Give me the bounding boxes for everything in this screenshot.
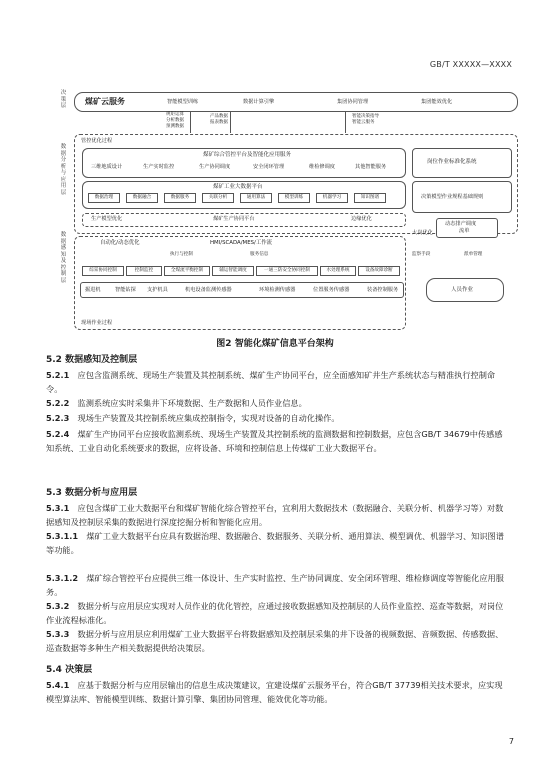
up-label: 报表数据 (210, 120, 228, 125)
big-opt-label: 大岗优化 (412, 230, 433, 236)
paragraph: 5.3.2 数据分析与应用层应实现对人员作业的优化管控，应通过接收数据感知及控制层的人员作业监控、巡查等数据，对岗位作业流程标准化。 (46, 601, 504, 625)
bigdata-item: 知识图谱 (354, 193, 386, 203)
paragraph: 5.3.1.1 煤矿工业大数据平台应具有数据治理、数据融合、数据服务、关联分析、通用算法、模型调优、机器学习、知识图谱等功能。 (46, 531, 504, 555)
app-item: 维检修调度 (309, 164, 335, 170)
system-box: 设备故障诊断 (358, 266, 400, 276)
up-label: 分析数据 (166, 118, 184, 123)
monitor-label: 监察手段 (412, 252, 431, 257)
device-row (80, 282, 404, 298)
platform-title: 煤矿综合管控平台及智能化应用服务 (203, 152, 292, 158)
bigdata-item: 通用算法 (240, 193, 272, 203)
bigdata-item: 关联分析 (202, 193, 234, 203)
device-item: 位置服务传感器 (313, 287, 350, 293)
service-info-label: 服务信息 (250, 252, 269, 257)
paragraph: 5.2.2 监测系统应实时采集井下环境数据、生产数据和人员作业信息。 (46, 398, 307, 408)
up-label: 规矩运算 (166, 112, 184, 117)
system-box: 全煤流平衡控制 (164, 266, 210, 276)
system-box: 水处理系统 (320, 266, 356, 276)
architecture-figure (60, 82, 520, 330)
hmi-label: HMI/SCADA/MES/工作流 (210, 240, 273, 246)
section-heading: 5.2 数据感知及控制层 (46, 355, 138, 365)
device-item: 装备控制服务 (367, 287, 399, 293)
dispatch-label-2: 流单 (459, 228, 470, 234)
app-item: 生产协同调度 (199, 164, 231, 170)
layer-label-decision: 决策层 (60, 90, 67, 109)
cloud-item: 数据计算引擎 (243, 99, 275, 105)
bigdata-item: 数据治理 (88, 193, 120, 203)
paragraph: 5.3.1 应包含煤矿工业大数据平台和煤矿智能化综合管控平台，宜利用大数据技术（数据融合、关联分析、机器学习等）对数据感知及控制层采集的数据进行深度挖掘分析和智能化应用。 (46, 503, 504, 527)
device-item: 支护机具 (147, 287, 168, 293)
paragraph: 5.2.4 煤矿生产协同平台应接收监测系统、现场生产装置及其控制系统的监测数据和控制数据，应包含GB/T 34679中传感感知系统、工业自动化系统要求的数据，应将设备、环境和控制信息上传煤矿工业大数据平台。 (46, 429, 503, 453)
exec-label: 执行与控制 (170, 252, 193, 257)
section-heading: 5.4 决策层 (46, 665, 93, 675)
system-box: 辅运智能调度 (212, 266, 254, 276)
app-item: 三维地质设计 (91, 164, 123, 170)
collab-left: 生产模型优化 (91, 216, 123, 222)
bigdata-item: 模型训练 (278, 193, 310, 203)
arrow-down (345, 111, 346, 133)
standard-header: GB/T XXXXX—XXXX (429, 60, 512, 69)
app-item: 安全闭环管理 (253, 164, 285, 170)
down-label: 智能决策指导 (352, 114, 379, 119)
paragraph: 5.3.3 数据分析与应用层应利用煤矿工业大数据平台将数据感知及控制层采集的井下设备的视频数据、音频数据、传感数据、巡查数据等多种生产相关数据提供给决策层。 (46, 629, 504, 653)
system-box: 一通三防安全协同控制 (256, 266, 318, 276)
system-box: 综采协同控制 (82, 266, 124, 276)
up-label: 产品数据 (210, 114, 228, 119)
paragraph: 5.3.1.2 煤矿综合管控平台应提供三维一体设计、生产实时监控、生产协同调度、安全闭环管理、维检修调度等智能化应用服务。 (46, 573, 504, 597)
layer-label-perception: 数据感知及控制层 (60, 232, 67, 284)
field-title: 现场作业过程 (81, 320, 113, 326)
device-item: 智能钻探 (115, 287, 136, 293)
bigdata-item: 数据融合 (126, 193, 158, 203)
device-item: 掘进机 (85, 287, 101, 293)
bigdata-title: 煤矿工业大数据平台 (213, 184, 263, 190)
dispatch-label: 动态排产调度 (445, 221, 477, 227)
paragraph: 5.2.3 现场生产装置及其控制系统应集成控制指令，实现对设备的自动化操作。 (46, 413, 340, 423)
page-number: 7 (508, 737, 514, 746)
down-label: 智能云服务 (352, 120, 375, 125)
system-box: 控制监控 (126, 266, 162, 276)
person-box (426, 278, 504, 302)
section-heading: 5.3 数据分析与应用层 (46, 488, 138, 498)
dispatch-box (436, 218, 498, 238)
cloud-item: 集团协同管理 (337, 99, 369, 105)
dispatch-mgmt-label: 派单管理 (464, 252, 483, 257)
standard-system-label: 岗位作业标准化系统 (427, 159, 477, 165)
platform-box (82, 148, 406, 178)
cloud-item: 智能模型训练 (167, 99, 199, 105)
person-label: 人员作业 (451, 287, 474, 293)
control-title: 管控优化过程 (81, 138, 113, 144)
device-item: 机电设备监测传感器 (185, 287, 232, 293)
figure-caption: 图2 智能化煤矿信息平台架构 (216, 339, 334, 349)
cloud-item: 集团能效优化 (421, 99, 453, 105)
standard-system-box (412, 148, 512, 178)
bigdata-item: 数据服务 (164, 193, 196, 203)
up-label: 预测数据 (166, 124, 184, 129)
decision-model-box (412, 181, 512, 213)
cloud-service-box (74, 92, 518, 112)
decision-model-label: 决策模型作业规程基础规则 (421, 194, 484, 200)
arrow-up (190, 111, 191, 133)
paragraph: 5.4.1 应基于数据分析与应用层输出的信息生成决策建议，宜建设煤矿云服务平台，符合GB/T 37739相关技术要求，应实现模型算法库、智能模型训练、数据计算引擎、集团协同管理、能效优化等功能。 (46, 680, 503, 704)
collab-right: 边缘优化 (351, 216, 372, 222)
bigdata-item: 机器学习 (316, 193, 348, 203)
app-item: 其他智能服务 (355, 164, 387, 170)
arrow-up (230, 111, 231, 133)
cloud-title: 煤矿云服务 (85, 97, 125, 106)
collab-title: 煤矿生产协同平台 (213, 216, 255, 222)
app-item: 生产实时监控 (143, 164, 175, 170)
automation-label: 自动化/动态优化 (100, 240, 140, 246)
device-item: 环境检测传感器 (259, 287, 296, 293)
layer-label-analysis: 数据分析与应用层 (60, 144, 67, 196)
collab-platform (82, 213, 406, 227)
paragraph: 5.2.1 应包含监测系统、现场生产装置及其控制系统、煤矿生产协同平台，应全面感知矿井生产系统状态与精准执行控制命令。 (46, 370, 496, 394)
